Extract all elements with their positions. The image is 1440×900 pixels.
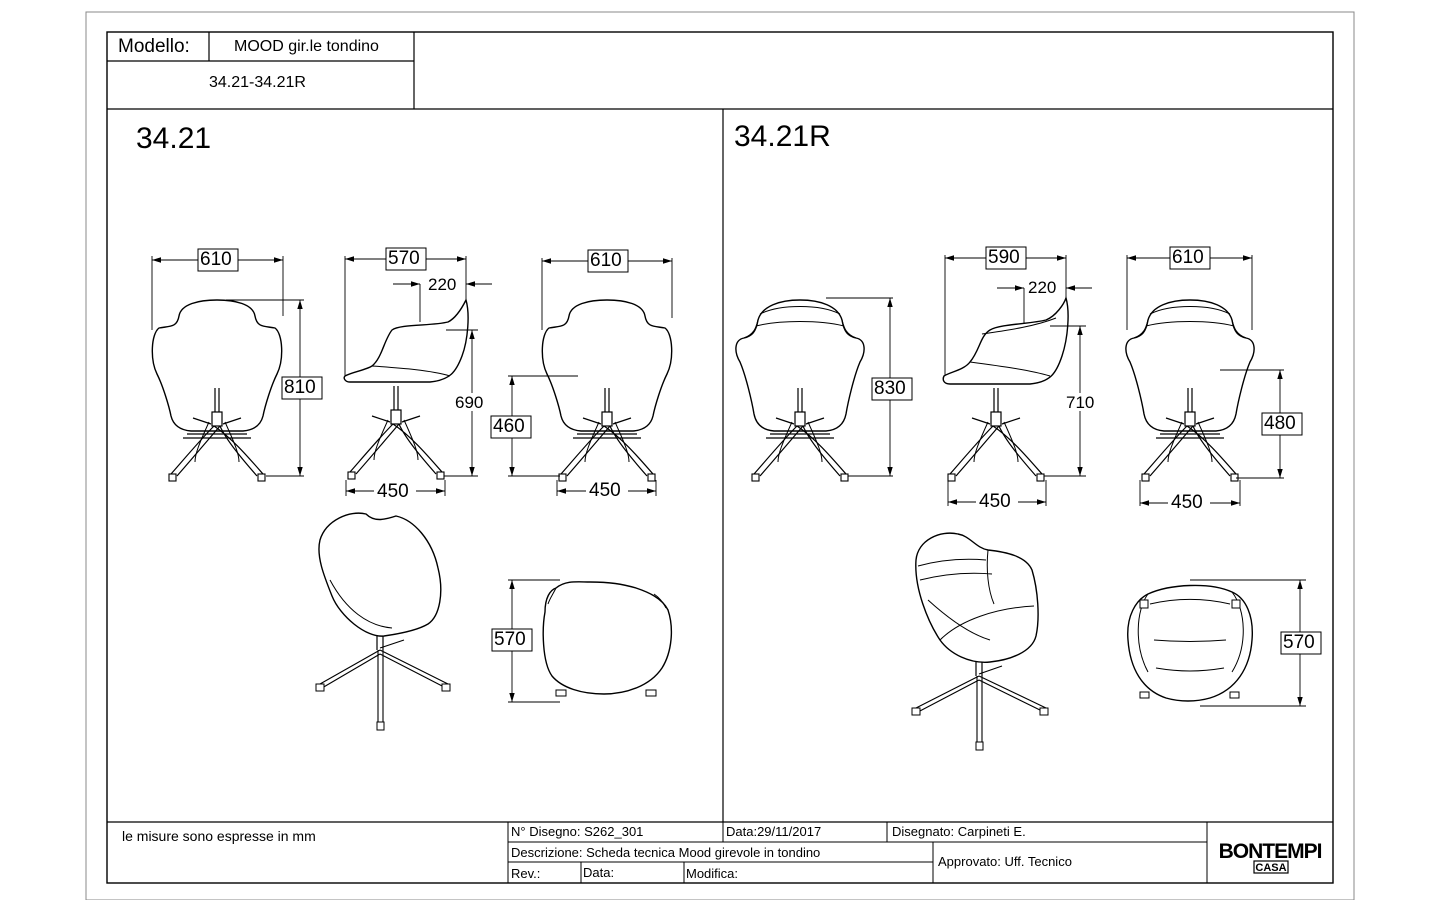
right-perspective-view — [912, 533, 1048, 750]
right-panel-title: 34.21R — [734, 120, 831, 153]
dim-label: 480 — [1264, 413, 1296, 434]
dim-label: 450 — [377, 481, 409, 502]
dim-label: 810 — [284, 377, 316, 398]
rev-date-label: Data: — [583, 865, 615, 880]
dim-label: 690 — [455, 393, 484, 412]
dim-label: 450 — [1171, 492, 1203, 513]
left-perspective-view — [316, 513, 450, 730]
dim-label: 830 — [874, 378, 906, 399]
dim-label: 450 — [979, 491, 1011, 512]
left-side-view — [344, 256, 492, 496]
right-back-view — [1126, 255, 1284, 506]
left-back-view — [508, 258, 672, 496]
dim-label: 610 — [200, 249, 232, 270]
drawing-date: Data:29/11/2017 — [726, 824, 822, 839]
dim-label: 570 — [1283, 632, 1315, 653]
model-name: MOOD gir.le tondino — [234, 38, 379, 55]
model-label: Modello: — [118, 36, 190, 57]
dim-label: 220 — [428, 275, 457, 294]
left-top-view — [508, 580, 671, 702]
right-front-view — [736, 298, 893, 481]
units-note: le misure sono espresse in mm — [122, 828, 316, 844]
model-codes: 34.21-34.21R — [209, 74, 306, 91]
bontempi-casa-logo — [1219, 840, 1322, 874]
rev-label: Rev.: — [511, 866, 541, 881]
dim-label: 610 — [1172, 247, 1204, 268]
approved-by: Approvato: Uff. Tecnico — [938, 854, 1072, 869]
dim-label: 710 — [1066, 393, 1095, 412]
right-top-view — [1128, 580, 1306, 706]
dim-label: 450 — [589, 480, 621, 501]
drawing-number: N° Disegno: S262_301 — [511, 824, 644, 839]
dim-label: 220 — [1028, 278, 1057, 297]
svg-text:BONTEMPI: BONTEMPI — [1218, 840, 1322, 863]
dim-label: 460 — [493, 416, 525, 437]
dim-label: 570 — [494, 629, 526, 650]
modifica-label: Modifica: — [686, 866, 739, 881]
svg-text:CASA: CASA — [1255, 862, 1287, 874]
left-panel-title: 34.21 — [136, 122, 212, 155]
description: Descrizione: Scheda tecnica Mood girevole in tondino — [511, 845, 821, 860]
dim-label: 570 — [388, 248, 420, 269]
right-side-view — [943, 255, 1095, 506]
drawn-by: Disegnato: Carpineti E. — [892, 824, 1026, 839]
left-front-view — [152, 256, 304, 481]
dim-label: 590 — [988, 247, 1020, 268]
dim-label: 610 — [590, 250, 622, 271]
